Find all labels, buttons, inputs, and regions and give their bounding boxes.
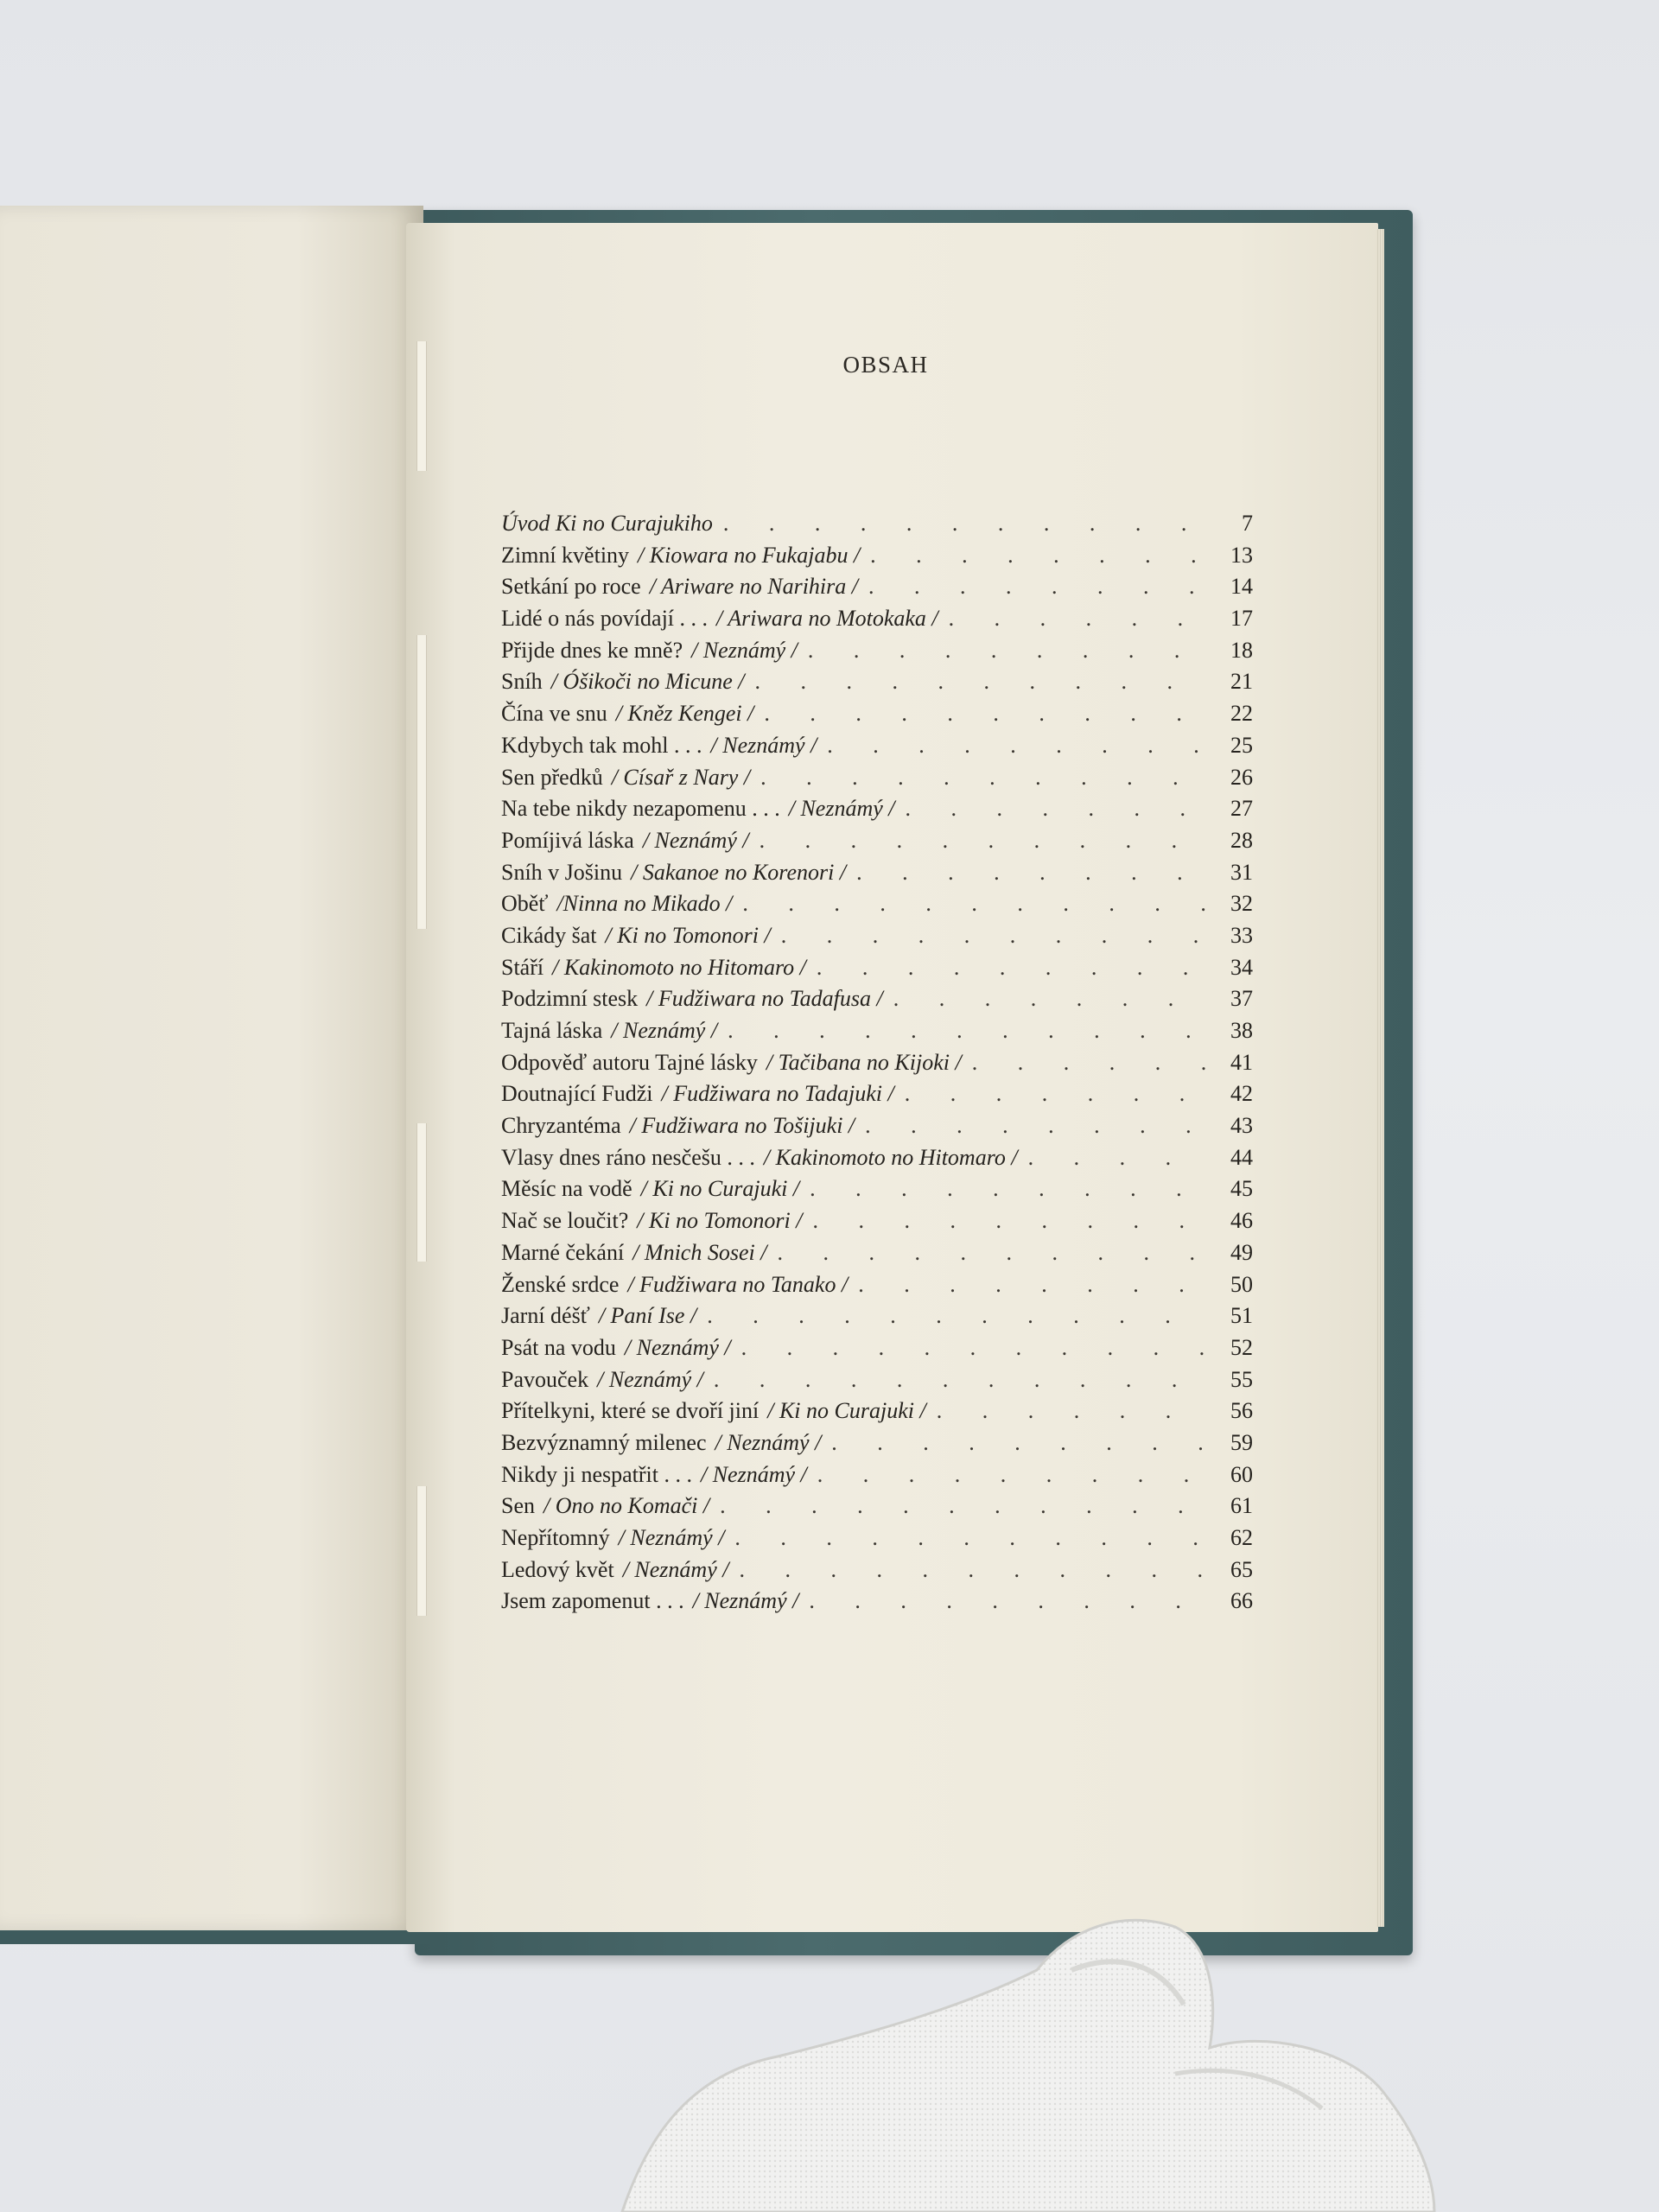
- entry-title: Stáří: [501, 954, 544, 980]
- toc-entry: [501, 1525, 1253, 1557]
- entry-author: / Neznámý /: [700, 1461, 807, 1487]
- entry-title: Nikdy ji nespatřit . . .: [501, 1461, 692, 1487]
- entry-title: Měsíc na vodě: [501, 1176, 632, 1202]
- entry-title: Čína ve snu: [501, 701, 607, 727]
- toc-entry: [501, 1208, 1253, 1240]
- entry-author: / Neznámý /: [642, 827, 749, 853]
- entry-page-number: 43: [1230, 1113, 1253, 1139]
- entry-author: / Ki no Curajuki /: [767, 1398, 926, 1424]
- entry-page-number: 44: [1230, 1144, 1253, 1170]
- entry-title: Sen předků: [501, 764, 603, 790]
- toc-entry: [501, 1398, 1253, 1430]
- toc-entry: [501, 1050, 1253, 1082]
- dot-leader: [906, 796, 1211, 822]
- dot-leader: [777, 1240, 1210, 1266]
- entry-title: Vlasy dnes ráno nesčešu . . .: [501, 1144, 755, 1170]
- entry-title: Chryzantéma: [501, 1113, 621, 1139]
- entry-author: / Fudžiwara no Tanako /: [627, 1271, 849, 1297]
- entry-title: Cikády šat: [501, 922, 597, 948]
- dot-leader: [720, 1493, 1210, 1519]
- entry-author: / Kakinomoto no Hitomaro /: [763, 1144, 1018, 1170]
- entry-author: / Óšikoči no Micune /: [550, 669, 745, 695]
- entry-title: Pavouček: [501, 1366, 589, 1392]
- toc-entry: [501, 986, 1253, 1018]
- toc-entry: [501, 955, 1253, 987]
- entry-title: Tajná láska: [501, 1018, 603, 1043]
- entry-page-number: 21: [1230, 669, 1253, 695]
- page-edges: [1376, 229, 1384, 1927]
- entry-page-number: 59: [1230, 1429, 1253, 1455]
- entry-author: / Fudžiwara no Tošijuki /: [629, 1113, 855, 1139]
- entry-page-number: 22: [1230, 701, 1253, 727]
- toc-entry: [501, 669, 1253, 701]
- toc-entry: [501, 1272, 1253, 1304]
- dot-leader: [831, 1430, 1210, 1456]
- left-page: [0, 206, 423, 1930]
- dot-leader: [728, 1018, 1210, 1044]
- entry-page-number: 34: [1230, 954, 1253, 980]
- dot-leader: [893, 986, 1210, 1012]
- entry-author: / Císař z Nary /: [611, 764, 751, 790]
- entry-author: / Kněz Kengei /: [615, 701, 754, 727]
- entry-page-number: 13: [1230, 542, 1253, 568]
- dot-leader: [812, 1208, 1210, 1234]
- entry-title: Bezvýznamný milenec: [501, 1429, 707, 1455]
- toc-entry: [501, 1335, 1253, 1367]
- entry-title: Setkání po roce: [501, 574, 641, 600]
- entry-page-number: 61: [1230, 1493, 1253, 1519]
- entry-page-number: 28: [1230, 827, 1253, 853]
- dot-leader: [905, 1081, 1210, 1107]
- entry-page-number: 33: [1230, 922, 1253, 948]
- binding-stitch: [416, 1123, 427, 1262]
- entry-author: / Sakanoe no Korenori /: [631, 859, 847, 885]
- entry-page-number: 50: [1230, 1271, 1253, 1297]
- entry-author: / Neznámý /: [788, 796, 895, 822]
- dot-leader: [949, 606, 1210, 632]
- toc-entry: [501, 1430, 1253, 1462]
- toc-entry: [501, 1588, 1253, 1620]
- toc-entry: [501, 1081, 1253, 1113]
- entry-page-number: 65: [1230, 1556, 1253, 1582]
- toc-entry: [501, 733, 1253, 765]
- entry-page-number: 52: [1230, 1334, 1253, 1360]
- dot-leader: [755, 669, 1210, 695]
- entry-title: Lidé o nás povídají . . .: [501, 606, 709, 632]
- toc-entry: [501, 1493, 1253, 1525]
- dot-leader: [808, 638, 1210, 664]
- entry-title: Psát na vodu: [501, 1334, 616, 1360]
- dot-leader: [870, 543, 1210, 569]
- entry-page-number: 14: [1230, 574, 1253, 600]
- toc-entry: [501, 828, 1253, 860]
- toc-entry: [501, 1176, 1253, 1208]
- toc-entry: [501, 701, 1253, 733]
- entry-author: / Ki no Curajuki /: [640, 1176, 800, 1202]
- entry-author: / Ariwara no Motokaka /: [716, 606, 938, 632]
- toc-entry: [501, 1018, 1253, 1050]
- entry-title: Oběť: [501, 891, 549, 917]
- entry-title: Nepřítomný: [501, 1525, 610, 1550]
- dot-leader: [760, 828, 1210, 854]
- entry-page-number: 41: [1230, 1049, 1253, 1075]
- entry-title: Ženské srdce: [501, 1271, 620, 1297]
- dot-leader: [723, 511, 1210, 537]
- entry-author: / Kiowara no Fukajabu /: [638, 542, 861, 568]
- toc-entry: [501, 891, 1253, 923]
- dot-leader: [817, 1462, 1210, 1488]
- toc-entry: [501, 860, 1253, 892]
- toc-entry: [501, 923, 1253, 955]
- dot-leader: [937, 1398, 1210, 1424]
- entry-page-number: 25: [1230, 732, 1253, 758]
- dot-leader: [707, 1303, 1210, 1329]
- entry-title: Na tebe nikdy nezapomenu . . .: [501, 796, 780, 822]
- toc-entry: [501, 1145, 1253, 1177]
- entry-author: / Ariware no Narihira /: [649, 574, 858, 600]
- entry-author: / Fudžiwara no Tadafusa /: [646, 986, 883, 1012]
- white-glove-hand: [518, 1858, 1469, 2212]
- dot-leader: [714, 1367, 1210, 1393]
- entry-page-number: 37: [1230, 986, 1253, 1012]
- entry-title: Jsem zapomenut . . .: [501, 1588, 684, 1614]
- dot-leader: [1028, 1145, 1210, 1171]
- entry-page-number: 26: [1230, 764, 1253, 790]
- toc-entry: [501, 574, 1253, 606]
- dot-leader: [858, 1272, 1210, 1298]
- entry-title: Úvod Ki no Curajukiho: [501, 511, 713, 536]
- entry-author: / Ki no Tomonori /: [637, 1208, 803, 1234]
- toc-entry: [501, 511, 1253, 543]
- entry-author: / Neznámý /: [624, 1334, 731, 1360]
- toc-entry: [501, 1367, 1253, 1399]
- toc-entry: [501, 765, 1253, 797]
- entry-author: / Neznámý /: [611, 1018, 718, 1043]
- entry-author: / Neznámý /: [597, 1366, 703, 1392]
- dot-leader: [781, 923, 1210, 949]
- entry-page-number: 46: [1230, 1208, 1253, 1234]
- dot-leader: [972, 1050, 1210, 1076]
- toc-entry: [501, 1462, 1253, 1494]
- entry-page-number: 18: [1230, 637, 1253, 663]
- entry-title: Sníh: [501, 669, 543, 695]
- entry-author: / Mnich Sosei /: [632, 1239, 767, 1265]
- dot-leader: [865, 1113, 1210, 1139]
- entry-title: Zimní květiny: [501, 542, 630, 568]
- entry-page-number: 55: [1230, 1366, 1253, 1392]
- binding-stitch: [416, 341, 427, 471]
- entry-title: Jarní déšť: [501, 1303, 590, 1329]
- entry-author: / Neznámý /: [692, 1588, 799, 1614]
- entry-author: / Ono no Komači /: [543, 1493, 710, 1519]
- entry-title: Sen: [501, 1493, 535, 1519]
- entry-author: / Tačibana no Kijoki /: [766, 1049, 962, 1075]
- toc-entry: [501, 1557, 1253, 1589]
- dot-leader: [742, 891, 1210, 917]
- entry-author: / Paní Ise /: [598, 1303, 697, 1329]
- dot-leader: [760, 765, 1210, 791]
- entry-page-number: 17: [1230, 606, 1253, 632]
- entry-title: Ledový květ: [501, 1556, 614, 1582]
- table-of-contents: [501, 511, 1253, 1620]
- dot-leader: [868, 574, 1210, 600]
- entry-author: / Neznámý /: [691, 637, 798, 663]
- entry-title: Pomíjivá láska: [501, 827, 634, 853]
- entry-author: / Neznámý /: [710, 732, 817, 758]
- entry-page-number: 27: [1230, 796, 1253, 822]
- entry-author: /Ninna no Mikado /: [556, 891, 733, 917]
- entry-author: / Neznámý /: [622, 1556, 729, 1582]
- entry-title: Kdybych tak mohl . . .: [501, 732, 702, 758]
- toc-entry: [501, 638, 1253, 670]
- entry-author: / Kakinomoto no Hitomaro /: [552, 954, 806, 980]
- entry-page-number: 56: [1230, 1398, 1253, 1424]
- binding-stitch: [416, 635, 427, 929]
- entry-page-number: 49: [1230, 1239, 1253, 1265]
- dot-leader: [827, 733, 1210, 759]
- entry-page-number: 32: [1230, 891, 1253, 917]
- entry-title: Odpověď autoru Tajné lásky: [501, 1049, 758, 1075]
- page-title: OBSAH: [842, 352, 929, 378]
- entry-page-number: 66: [1230, 1588, 1253, 1614]
- entry-page-number: 42: [1230, 1081, 1253, 1107]
- entry-page-number: 38: [1230, 1018, 1253, 1043]
- dot-leader: [810, 1176, 1210, 1202]
- entry-page-number: 62: [1230, 1525, 1253, 1550]
- dot-leader: [856, 860, 1210, 886]
- dot-leader: [734, 1525, 1210, 1551]
- entry-title: Sníh v Jošinu: [501, 859, 623, 885]
- toc-entry: [501, 1113, 1253, 1145]
- entry-title: Doutnající Fudži: [501, 1081, 653, 1107]
- entry-title: Marné čekání: [501, 1239, 625, 1265]
- toc-entry: [501, 1240, 1253, 1272]
- dot-leader: [764, 701, 1210, 727]
- entry-page-number: 7: [1242, 511, 1253, 536]
- entry-author: / Ki no Tomonori /: [605, 922, 771, 948]
- entry-author: / Neznámý /: [618, 1525, 725, 1550]
- entry-page-number: 60: [1230, 1461, 1253, 1487]
- dot-leader: [809, 1588, 1210, 1614]
- entry-page-number: 31: [1230, 859, 1253, 885]
- toc-entry: [501, 543, 1253, 575]
- dot-leader: [817, 955, 1210, 981]
- toc-entry: [501, 796, 1253, 828]
- entry-title: Podzimní stesk: [501, 986, 639, 1012]
- entry-page-number: 45: [1230, 1176, 1253, 1202]
- dot-leader: [741, 1335, 1210, 1361]
- dot-leader: [739, 1557, 1210, 1583]
- entry-author: / Neznámý /: [715, 1429, 822, 1455]
- entry-title: Přítelkyni, které se dvoří jiní: [501, 1398, 760, 1424]
- toc-entry: [501, 1303, 1253, 1335]
- binding-stitch: [416, 1486, 427, 1616]
- entry-author: / Fudžiwara no Tadajuki /: [661, 1081, 894, 1107]
- entry-title: Přijde dnes ke mně?: [501, 637, 683, 663]
- entry-title: Nač se loučit?: [501, 1208, 629, 1234]
- entry-page-number: 51: [1230, 1303, 1253, 1329]
- toc-entry: [501, 606, 1253, 638]
